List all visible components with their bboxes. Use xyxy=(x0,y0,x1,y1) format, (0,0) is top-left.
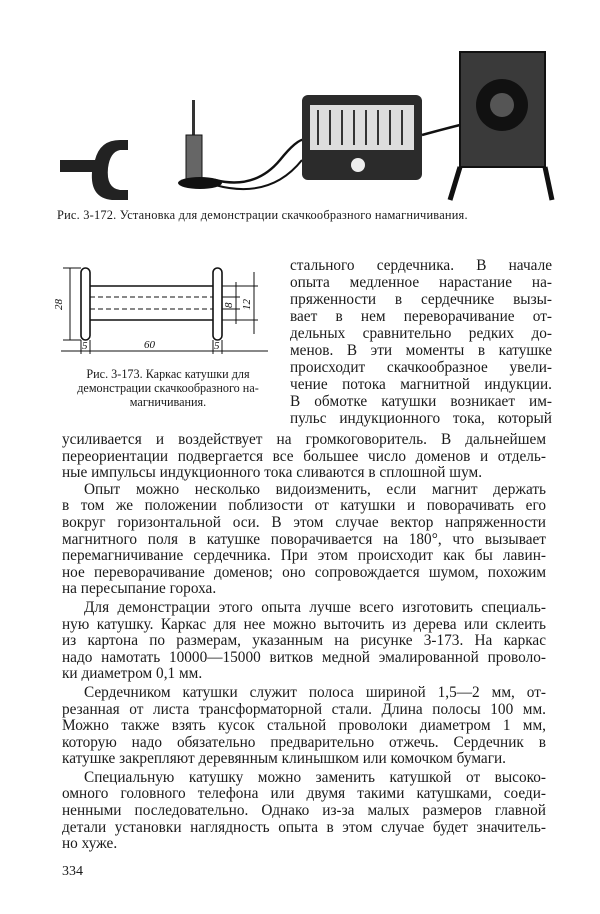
text-line: ную катушку. Каркас для нее можно выточить из дерева или склеить xyxy=(62,615,546,633)
text-line: Можно также взять кусок стальной проволоки диаметром 1 мм, xyxy=(62,717,546,735)
dimension-label: 8 xyxy=(223,302,235,308)
text-line: надо намотать 10000—15000 витков медной эмалированной проволо- xyxy=(62,648,546,666)
text-line: вает в нем переворачивание от- xyxy=(290,308,552,325)
dimension-label: 28 xyxy=(53,299,65,310)
text-line: пряженности в сердечнике вызы- xyxy=(290,291,552,308)
text-line: резанная от листа трансформаторной стали. Длина полосы 100 мм. xyxy=(62,700,546,718)
caption-line: магничивания. xyxy=(129,395,207,409)
dimension-label: 5 xyxy=(82,340,88,352)
text-line: детали установки наглядность опыта в этом случае будет значитель- xyxy=(62,818,546,836)
text-line: Опыт можно несколько видоизменить, если магнит держать xyxy=(84,480,546,498)
loudspeaker xyxy=(450,52,552,200)
caption-line: Рис. 3-173. Каркас катушки для xyxy=(86,367,250,381)
text-line: из картона по размерам, указанным на рисунке 3-173. На каркас xyxy=(62,632,546,650)
paragraph xyxy=(62,600,546,683)
text-line: магнитного поля в катушке поворачивается на 180°, что вызывает xyxy=(62,530,546,548)
demonstration-setup-illustration xyxy=(40,40,560,205)
figure-173-caption xyxy=(56,367,280,409)
text-line: опыта медленное нарастание на- xyxy=(290,274,552,291)
text-line: происходит скачкообразное увели- xyxy=(290,359,552,376)
text-line: переориентации подвергается все большее число доменов и отдель- xyxy=(62,447,546,465)
text-line: Специальную катушку можно заменить катушкой от высоко- xyxy=(84,768,546,786)
amplifier-box xyxy=(302,95,422,180)
horseshoe-magnet xyxy=(60,140,128,200)
coil-on-stand xyxy=(178,100,222,189)
text-line: катушке закрепляют деревянным клинышком или комочком бумаги. xyxy=(62,750,506,768)
caption-line: демонстрации скачкообразного на- xyxy=(77,381,259,395)
text-line: вокруг горизонтальной оси. В этом случае вектор напряженности xyxy=(62,513,546,531)
text-line: ные импульсы индукционного тока сливаются в сплошной шум. xyxy=(62,464,483,482)
text-line: менов. В эти моменты в катушке xyxy=(290,342,552,359)
text-line: стального сердечника. В начале xyxy=(290,257,552,274)
text-line: Сердечником катушки служит полоса шириной 1,5—2 мм, от- xyxy=(84,683,546,701)
text-line: омного головного телефона или двумя такими катушками, соеди- xyxy=(62,785,546,803)
wire xyxy=(215,139,308,182)
text-line: ки диаметром 0,1 мм. xyxy=(62,665,203,683)
text-line: ное переворачивание доменов; оно сопровождается шумом, похожим xyxy=(62,563,546,581)
wire xyxy=(215,160,302,189)
text-line: дельных сравнительно редких до- xyxy=(290,325,552,342)
wire xyxy=(422,125,460,135)
figure-172-caption: Рис. 3-172. Установка для демонстрации скачкообразного намагничивания. xyxy=(57,208,468,222)
paragraph xyxy=(62,482,546,598)
right-column-text xyxy=(290,257,552,427)
text-line: но хуже. xyxy=(62,835,118,853)
text-line: которую надо обязательно предварительно отжечь. Сердечник в xyxy=(62,733,546,751)
text-line: пульс индукционного тока, который xyxy=(290,410,552,427)
text-line: перемагничивание сердечника. При этом происходит как бы лавин- xyxy=(62,547,546,565)
text-line: на пересыпание гороха. xyxy=(62,580,217,598)
paragraph xyxy=(62,770,546,853)
text-line: усиливается и воздействует на громкоговоритель. В дальнейшем xyxy=(62,431,546,448)
text-line: Для демонстрации этого опыта лучше всего изготовить специаль- xyxy=(84,598,546,616)
body-text xyxy=(62,432,546,853)
dimension-label: 12 xyxy=(241,299,253,310)
text-line: чение потока магнитной индукции. xyxy=(290,376,552,393)
text-line: ненными последовательно. Однако из-за малых размеров главной xyxy=(62,802,546,820)
paragraph xyxy=(62,432,546,482)
dimension-label: 5 xyxy=(214,340,220,352)
text-line: В обмотке катушки возникает им- xyxy=(290,393,552,410)
coil-frame-drawing xyxy=(53,262,273,362)
page-number: 334 xyxy=(62,864,83,879)
text-line: в том же положении поблизости от катушки и поворачивать его xyxy=(62,497,546,515)
paragraph xyxy=(62,685,546,768)
dimension-label: 60 xyxy=(144,339,155,351)
